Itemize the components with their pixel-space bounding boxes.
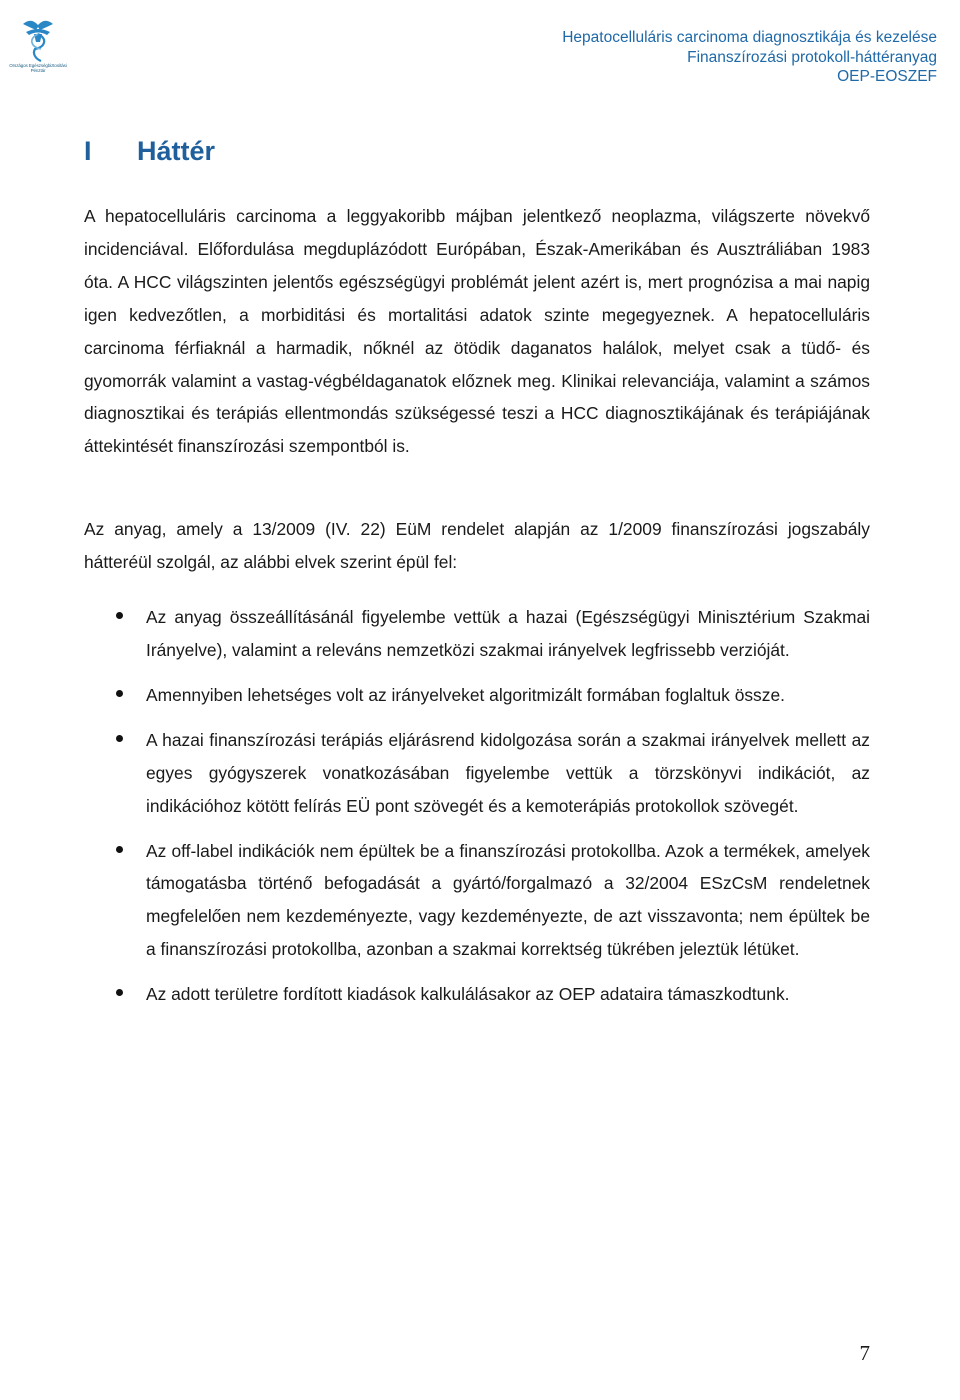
running-header — [562, 28, 937, 87]
bullet-icon — [116, 989, 123, 996]
bullet-text: A hazai finanszírozási terápiás eljárásrend kidolgozása során a szakmai irányelvek mellett az egyes gyógyszerek vonatkozásában figyelembe vettük a törzskönyvi indikációt, az indikációhoz kötött felírás EÜ pont szövegét és a kemoterápiás protokollok szövegét. — [146, 729, 870, 816]
section-title-text: Háttér — [137, 136, 216, 166]
page-number: 7 — [859, 1341, 870, 1365]
bullet-icon — [116, 690, 123, 697]
bullet-text: Az adott területre fordított kiadások kalkulálásakor az OEP adataira támaszkodtunk. — [146, 984, 790, 1005]
header-organization-code: OEP-EOSZEF — [837, 68, 937, 85]
header-document-title: Hepatocelluláris carcinoma diagnosztikája és kezelése — [562, 29, 937, 46]
bullet-item — [84, 724, 870, 823]
section-heading — [84, 133, 215, 169]
principles-intro-paragraph: Az anyag, amely a 13/2009 (IV. 22) EüM rendelet alapján az 1/2009 finanszírozási jogszabály hátteréül szolgál, az alábbi elvek szerint épül fel: — [84, 519, 870, 573]
bullet-icon — [116, 846, 123, 853]
bullet-text: Az anyag összeállításánál figyelembe vettük a hazai (Egészségügyi Minisztérium Szakmai Irányelve), valamint a releváns nemzetközi szakmai irányelvek legfrissebb verzióját. — [146, 607, 870, 660]
bullet-item — [84, 835, 870, 967]
logo-text: Országos Egészségbiztosítási Pénztár — [9, 63, 67, 73]
bullet-item — [84, 601, 870, 667]
organization-emblem-icon — [21, 18, 55, 62]
bullet-text: Amennyiben lehetséges volt az irányelveket algoritmizált formában foglaltuk össze. — [146, 684, 785, 705]
principles-bullet-list — [84, 601, 870, 1011]
bullet-icon — [116, 612, 123, 619]
bullet-item — [84, 978, 870, 1011]
document-body — [84, 200, 870, 1023]
header-document-subtitle: Finanszírozási protokoll-háttéranyag — [687, 48, 937, 66]
bullet-item — [84, 679, 870, 712]
bullet-text: Az off-label indikációk nem épültek be a finanszírozási protokollba. Azok a termékek, amelyek támogatásba történő befogadását a gyártó/forgalmazó a 32/2004 ESzCsM rendeletnek megfelelően nem kezdeményezte, vagy kezdeményezte, de azt visszavonta; nem épültek be a finanszírozási protokollba, azonban a szakmai korrektség tükrében jeleztük létüket. — [146, 840, 870, 960]
organization-logo — [6, 18, 70, 80]
section-number: I — [84, 136, 92, 166]
bullet-icon — [116, 735, 123, 742]
background-paragraph: A hepatocelluláris carcinoma a leggyakoribb májban jelentkező neoplazma, világszerte növekvő incidenciával. Előfordulása megduplázódott Európában, Észak-Amerikában és Ausztráliában 1983 óta. A HCC világszinten jelentős egészségügyi problémát jelent azért is, mert prognózisa a mai napig igen kedvezőtlen, a morbiditási és mortalitási adatok szinte megegyeznek. A hepatocelluláris carcinoma férfiaknál a harmadik, nőknél az ötödik daganatos halálok, melyet csak a tüdő- és gyomorrák valamint a vastag-végbéldaganatok előznek meg. Klinikai relevanciája, valamint a számos diagnosztikai és terápiás ellentmondás szükségessé teszi a HCC diagnosztikájának és terápiájának áttekintését finanszírozási szempontból is. — [84, 206, 870, 457]
